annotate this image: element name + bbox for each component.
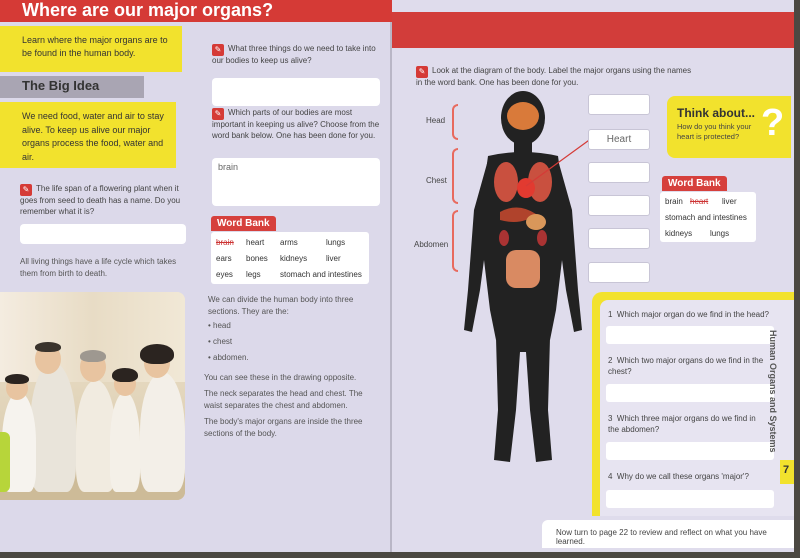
label-box-heart[interactable]: Heart [588,129,650,150]
label-box[interactable] [588,162,650,183]
life-cycle-text: All living things have a life cycle which takes them from birth to death. [20,257,177,278]
right-page [392,0,794,552]
word-bank-title-left: Word Bank [211,216,276,231]
lung-left-shape [494,162,518,202]
think-title: Think about... [677,106,755,120]
sections-text: We can divide the human body into three sections. They are the: [208,295,354,316]
question-plant: ✎ The life span of a flowering plant when it goes from seed to death has a name. Do you remember what it is? [20,184,181,216]
right-title-bar [392,12,794,48]
answer-plant-box[interactable] [20,224,186,244]
think-about-box [667,96,791,158]
intro-box: Learn where the major organs are to be found in the human body. [0,26,182,72]
pencil-icon: ✎ [416,66,428,78]
word-bank-title-right: Word Bank [662,176,727,191]
word-bank-word: legs [246,270,261,279]
label-box[interactable] [588,195,650,216]
label-box[interactable] [588,262,650,283]
neck-text: The neck separates the head and chest. The waist separates the chest and abdomen. [204,389,363,410]
side-tab-label: Human Organs and Systems [768,330,778,453]
page-title: Where are our major organs? [22,0,274,20]
word-bank-word: eyes [216,270,233,279]
diagram-instruction: ✎ Look at the diagram of the body. Label the major organs using the names in the word bank. One has been done for you. [416,66,692,87]
answer-2-box[interactable] [606,384,774,402]
answer-3-box[interactable] [606,442,774,460]
answer-parts-box[interactable] [212,158,380,206]
question-mark-icon: ? [761,102,785,144]
word-bank-word: kidneys [665,229,693,238]
word-bank-word: heart [690,197,709,206]
region-label-abdomen: Abdomen [414,240,449,249]
answer-1-box[interactable] [606,326,774,344]
question-three-things: ✎ What three things do we need to take into our bodies to keep us alive? [212,44,376,65]
word-bank-word: bones [246,254,268,263]
pencil-icon: ✎ [20,184,32,196]
word-bank-word: brain [665,197,683,206]
label-box[interactable] [588,228,650,249]
big-idea-text: We need food, water and air to stay alive. To keep us alive our major organs process the food, water and air. [0,102,176,168]
answer-three-things-box[interactable] [212,78,380,106]
word-bank-word: ears [216,254,232,263]
intestines-shape [506,250,540,288]
word-bank-word: stomach and intestines [280,270,362,279]
question-2: 2 Which two major organs do we find in the chest? [608,356,764,376]
word-bank-word: arms [280,238,298,247]
label-box[interactable] [588,94,650,115]
section-item: • abdomen. [208,353,249,362]
word-bank-word: lungs [326,238,346,247]
word-bank-word: stomach and intestines [665,213,747,222]
word-bank-word: kidneys [280,254,308,263]
pencil-icon: ✎ [212,108,224,120]
kidney-right-shape [537,230,547,246]
brain-shape [507,102,539,130]
question-4: 4 Why do we call these organs 'major'? [608,472,749,481]
word-bank-word: heart [246,238,265,247]
drawing-text: You can see these in the drawing opposite. [204,373,357,382]
kidney-left-shape [499,230,509,246]
family-photo [0,292,185,500]
region-label-head: Head [426,116,446,125]
answer-4-box[interactable] [606,490,774,508]
left-page [0,0,392,552]
page-number: 7 [780,460,794,484]
word-bank-word: liver [722,197,737,206]
question-parts: ✎ Which parts of our bodies are most important in keeping us alive? Choose from the word bank below. One has been done for you. [212,108,380,140]
word-bank-word: liver [326,254,341,263]
big-idea-heading: The Big Idea [22,78,100,93]
region-label-chest: Chest [426,176,447,185]
stomach-shape [526,214,546,230]
section-item: • chest [208,337,233,346]
answer-parts-text: brain [218,162,239,172]
word-bank-word: lungs [710,229,730,238]
think-text: How do you think your heart is protected? [677,122,752,141]
inside-text: The body's major organs are inside the three sections of the body. [204,417,363,438]
footer-note: Now turn to page 22 to review and reflect on what you have learned. [542,520,794,548]
question-3: 3 Which three major organs do we find in the abdomen? [608,414,756,434]
pencil-icon: ✎ [212,44,224,56]
section-item: • head [208,321,231,330]
word-bank-word: brain [216,238,234,247]
question-1: 1 Which major organ do we find in the head? [608,310,769,319]
